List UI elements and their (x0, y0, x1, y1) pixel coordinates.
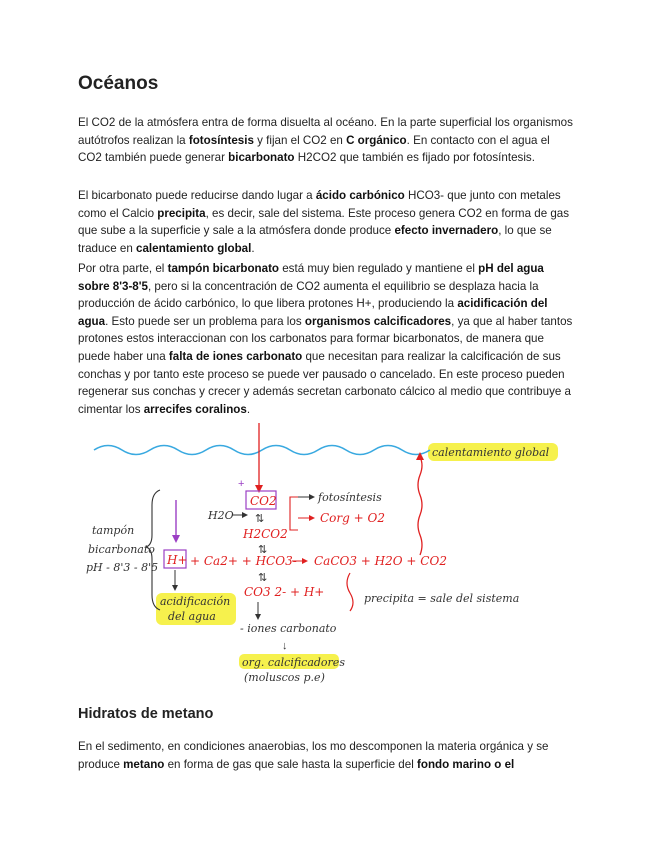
bold-term: ácido carbónico (315, 189, 405, 202)
page-title: Océanos (78, 73, 159, 94)
text-run: , ya que al haber tantos protones estos interaccionan con los carbonatos para formar bicarbonatos, de manera que puede haber una (78, 314, 573, 363)
bold-term: fondo marino o el (417, 757, 515, 771)
bold-term: calentamiento global (136, 241, 252, 255)
ocean-surface-wave (94, 446, 430, 455)
label-tampon: tampón (92, 524, 135, 537)
label-hplus: H+ (167, 553, 188, 567)
label-org-calcificadores: org. calcificadores (242, 656, 345, 669)
bold-term: efecto invernadero (394, 224, 499, 238)
label-corg: Corg + O2 (320, 511, 385, 525)
text-run: que necesitan para realizar la calcificación de sus conchas y por tanto este proceso se puede ver pausado o cancelado. En este proceso pueden regenerar sus conchas y crecer y además secretan carbonato cálcico al medio que contribuye a cimentar los (78, 349, 571, 416)
eq-arrow-3: ⇅ (258, 572, 268, 584)
fotosintesis-arrowhead (309, 494, 315, 500)
bold-term: falta de iones carbonato (168, 349, 303, 363)
text-run: está muy bien regulado y mantiene el (279, 262, 479, 275)
label-iones: - iones carbonato (240, 622, 337, 635)
text-run: HCO3- que junto con metales como el Calcio (78, 189, 561, 220)
fotosintesis-bracket (290, 497, 298, 530)
bold-term: bicarbonato (228, 151, 295, 165)
bold-term: arrecifes coralinos (143, 402, 247, 416)
text-run: , lo que se traduce en (78, 224, 552, 255)
caco3-arrowhead (302, 558, 308, 564)
eq-arrow-2: ⇅ (258, 544, 268, 556)
label-ca-hco3: + Ca2+ + HCO3- (190, 554, 297, 568)
bold-term: acidificación del agua (78, 297, 548, 328)
label-h2co2: H2CO2 (243, 527, 288, 541)
section-heading-hidratos: Hidratos de metano (78, 706, 214, 722)
text-run: , es decir, sale del sistema. Este proceso genera CO2 en forma de gas que sube a la superficie y sale a la atmósfera donde produce (78, 206, 570, 238)
text-run: . (246, 402, 251, 416)
bold-term: C orgánico (346, 133, 407, 147)
label-moluscos: (moluscos p.e) (244, 671, 325, 684)
text-run: Por otra parte, el (78, 262, 168, 275)
label-calentamiento: calentamiento global (432, 446, 550, 459)
label-plus: + (238, 478, 245, 490)
text-run: El bicarbonato puede reducirse dando lugar a (78, 189, 316, 202)
bold-term: organismos calcificadores (304, 314, 452, 328)
co2-out-wavy-arrow (418, 457, 422, 555)
eq-arrow-1: ⇅ (255, 513, 265, 525)
label-caco3: CaCO3 + H2O + CO2 (314, 554, 447, 568)
label-h2o: H2O (208, 509, 234, 522)
text-run: en forma de gas que sale hasta la superficie del (164, 757, 417, 771)
text-run: y fijan el CO2 en (253, 133, 347, 147)
bold-term: precipita (157, 206, 206, 220)
bold-term: tampón bicarbonato (167, 262, 280, 275)
h2o-arrowhead (242, 512, 248, 518)
text-run: H2CO2 que también es fijado por fotosíntesis. (294, 151, 535, 165)
carbon-cycle-diagram (0, 402, 655, 695)
label-bicarbonato: bicarbonato (88, 543, 155, 556)
label-ph: pH - 8'3 - 8'5 (86, 561, 159, 574)
paragraph-1 (78, 114, 576, 167)
text-run: . Esto puede ser un problema para los (105, 314, 305, 328)
text-run: , pero si la concentración de CO2 aumenta el equilibrio se desplaza hacia la producción de ácido carbónico, lo que libera protones H+, produciendo la (78, 279, 539, 311)
acid-arrowhead (172, 585, 178, 591)
paragraph-3 (78, 260, 576, 418)
text-run: El CO2 de la atmósfera entra de forma disuelta al océano. En la parte superficial los organismos autótrofos realizan la (78, 116, 573, 147)
precipita-brace (347, 573, 353, 611)
co2-entry-arrowhead (255, 485, 263, 493)
label-co3: CO3 2- + H+ (244, 585, 325, 599)
bold-term: fotosíntesis (188, 133, 254, 147)
text-run: . En contacto con el agua el CO2 también puede generar (78, 133, 550, 165)
label-precipita: precipita = sale del sistema (364, 592, 520, 605)
bold-term: metano (123, 757, 165, 771)
label-fotosintesis: fotosíntesis (318, 491, 382, 504)
label-down-arrow: ↓ (282, 640, 288, 652)
text-run: . (251, 241, 255, 255)
label-del-agua: del agua (168, 610, 216, 623)
paragraph-4 (78, 738, 576, 773)
text-run: En el sedimento, en condiciones anaerobias, los mo descomponen la materia orgánica y se produce (78, 740, 549, 771)
paragraph-2 (78, 187, 576, 257)
label-co2: CO2 (250, 494, 277, 508)
bold-term: pH del agua sobre 8'3-8'5 (78, 262, 544, 293)
co3-down-arrowhead (255, 614, 261, 620)
label-acidificacion: acidificación (160, 595, 231, 608)
corg-arrowhead (309, 515, 315, 521)
purple-arrowhead (172, 535, 180, 543)
